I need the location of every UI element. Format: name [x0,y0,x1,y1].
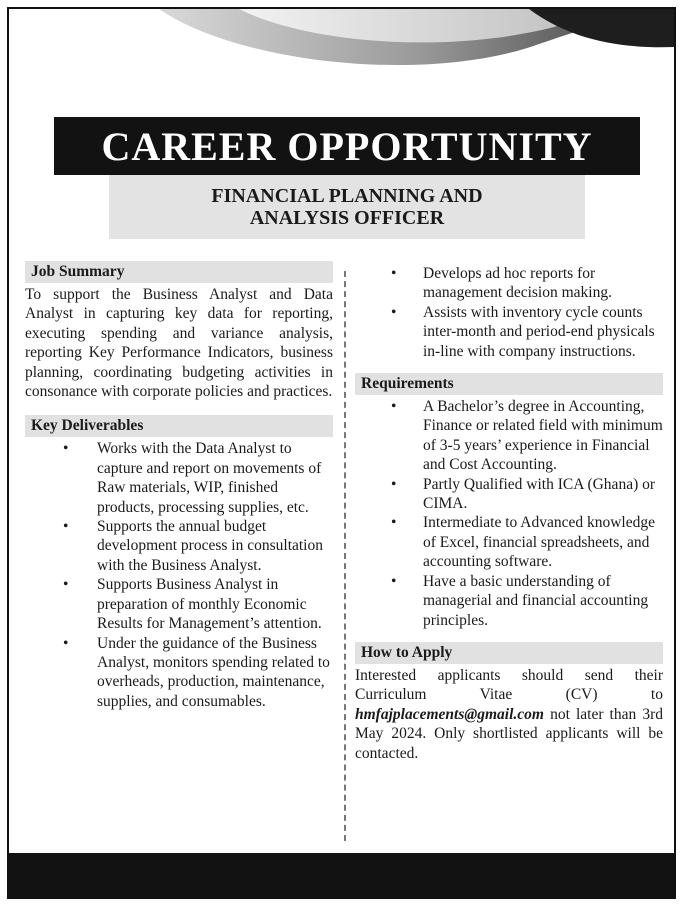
bullet-icon: • [63,576,69,594]
requirements-heading: Requirements [355,373,663,395]
list-item: • Under the guidance of the Business Analyst, monitors spending related to overheads, production, maintenance, supplies, and consumables. [63,634,330,710]
bullet-icon: • [391,398,397,416]
key-deliverables-continued-list [355,264,663,361]
job-advert [7,7,676,899]
decorative-swoosh-graphic [9,9,674,117]
bullet-icon: • [63,518,69,536]
bullet-icon: • [391,572,397,590]
bullet-icon: • [391,475,397,493]
list-item: • Supports the annual budget development process in consultation with the Business Analyst. [63,518,323,574]
list-item: • Assists with inventory cycle counts inter-month and period-end physicals in-line with company instructions. [391,303,655,360]
bullet-icon: • [391,265,397,282]
list-item: • Partly Qualified with ICA (Ghana) or CIMA. [391,475,656,513]
bullet-icon: • [63,440,69,458]
bullet-icon: • [391,514,397,532]
job-title-line-1: FINANCIAL PLANNING AND [211,185,483,207]
job-summary-text: To support the Business Analyst and Data Analyst in capturing key data for reporting, executing spending and variance analysis, reporting Key Performance Indicators, business planning, coordinating budgeting activities in consonance with corporate policies and practices. [25,286,333,401]
list-item: • Works with the Data Analyst to capture and report on movements of Raw materials, WIP, finished products, processing supplies, etc. [63,440,322,516]
list-item: • Develops ad hoc reports for management decision making. [391,265,612,302]
right-column [355,264,663,777]
bullet-icon: • [391,303,397,321]
career-opportunity-banner: CAREER OPPORTUNITY [54,117,640,175]
list-item: • Supports Business Analyst in preparation of monthly Economic Results for Management’s attention. [63,576,322,633]
list-item: • Have a basic understanding of managerial and financial accounting principles. [391,572,649,629]
list-item: • A Bachelor’s degree in Accounting, Finance or related field with minimum of 3-5 years’ experience in Financial and Cost Accounting. [391,398,663,474]
how-to-apply-heading: How to Apply [355,642,663,664]
job-title [109,175,585,239]
bullet-icon: • [63,634,69,652]
key-deliverables-list [25,439,333,711]
key-deliverables-heading: Key Deliverables [25,415,333,437]
requirements-list [355,397,663,630]
how-to-apply-text: Interested applicants should send their Curriculum Vitae (CV) to hmfajplacements@gmail.com not later than 3rd May 2024. Only shortlisted applicants will be contacted. [355,666,663,762]
job-summary-heading: Job Summary [25,261,333,283]
footer-band [9,853,674,897]
job-title-line-2: ANALYSIS OFFICER [249,207,445,229]
application-email-link[interactable]: hmfajplacements@gmail.com [355,705,544,723]
column-divider [344,271,346,841]
left-column [25,261,333,723]
list-item: • Intermediate to Advanced knowledge of Excel, financial spreadsheets, and accounting software. [391,514,655,571]
